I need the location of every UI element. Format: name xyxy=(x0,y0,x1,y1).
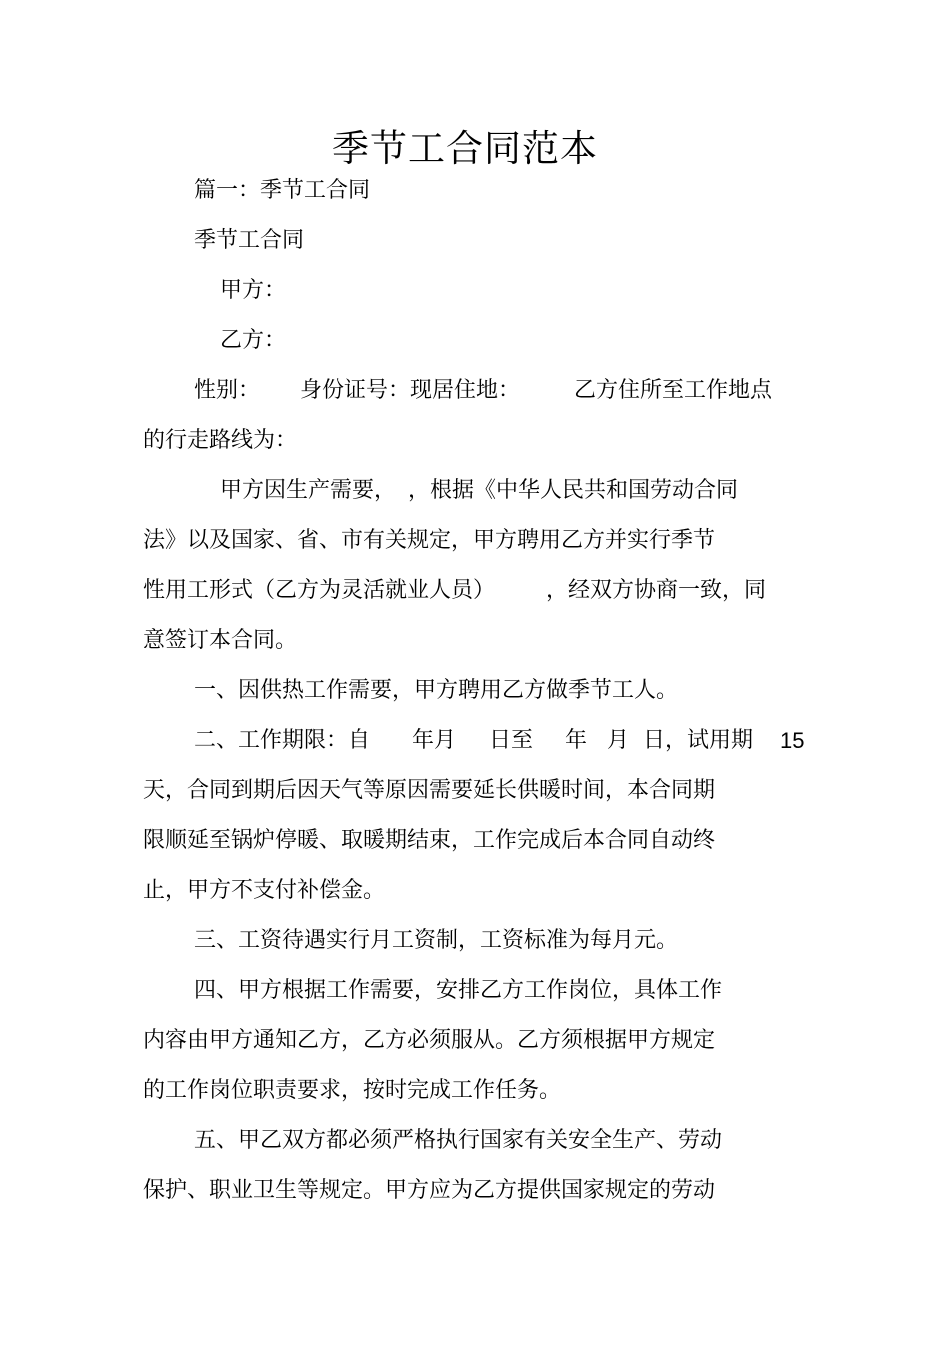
intro-text: 意签订本合同。 xyxy=(143,628,298,653)
clause-2: 二、工作期限：自 xyxy=(194,728,371,753)
route-label-continued: 的行走路线为： xyxy=(143,428,298,453)
intro-text: 性用工形式（乙方为灵活就业人员） xyxy=(143,578,496,603)
clause-2: 日，试用期 xyxy=(643,728,754,753)
document-title: 季节工合同范本 xyxy=(332,127,598,170)
clause-5: 保护、职业卫生等规定。甲方应为乙方提供国家规定的劳动 xyxy=(143,1178,716,1203)
clause-2: 月 xyxy=(607,728,630,753)
clause-4: 的工作岗位职责要求，按时完成工作任务。 xyxy=(143,1078,562,1103)
intro-text: 法》以及国家、省、市有关规定，甲方聘用乙方并实行季节 xyxy=(143,528,716,553)
clause-4: 四、甲方根据工作需要，安排乙方工作岗位，具体工作 xyxy=(194,978,723,1003)
clause-4: 内容由甲方通知乙方，乙方必须服从。乙方须根据甲方规定 xyxy=(143,1028,716,1053)
clause-3: 三、工资待遇实行月工资制，工资标准为每月元。 xyxy=(194,928,679,953)
clause-2: 止，甲方不支付补偿金。 xyxy=(143,878,386,903)
gender-label: 性别： xyxy=(194,378,261,403)
clause-2: 年 xyxy=(565,728,588,753)
section-heading: 篇一：季节工合同 xyxy=(194,178,371,203)
id-address-label: 身份证号：现居住地： xyxy=(300,378,521,403)
clause-2: 限顺延至锅炉停暖、取暖期结束，工作完成后本合同自动终 xyxy=(143,828,716,853)
intro-text: ，经双方协商一致，同 xyxy=(546,578,767,603)
route-label: 乙方住所至工作地点 xyxy=(574,378,773,403)
intro-text: ，根据《中华人民共和国劳动合同 xyxy=(408,478,739,503)
clause-5: 五、甲乙双方都必须严格执行国家有关安全生产、劳动 xyxy=(194,1128,723,1153)
contract-heading: 季节工合同 xyxy=(194,228,305,253)
clause-2: 日至 xyxy=(489,728,534,753)
trial-days-value: 15 xyxy=(780,728,805,753)
clause-2: 天，合同到期后因天气等原因需要延长供暖时间，本合同期 xyxy=(143,778,716,803)
clause-2: 年月 xyxy=(412,728,457,753)
party-b-label: 乙方： xyxy=(220,328,287,353)
clause-1: 一、因供热工作需要，甲方聘用乙方做季节工人。 xyxy=(194,678,679,703)
party-a-label: 甲方： xyxy=(220,278,287,303)
intro-text: 甲方因生产需要， xyxy=(220,478,397,503)
